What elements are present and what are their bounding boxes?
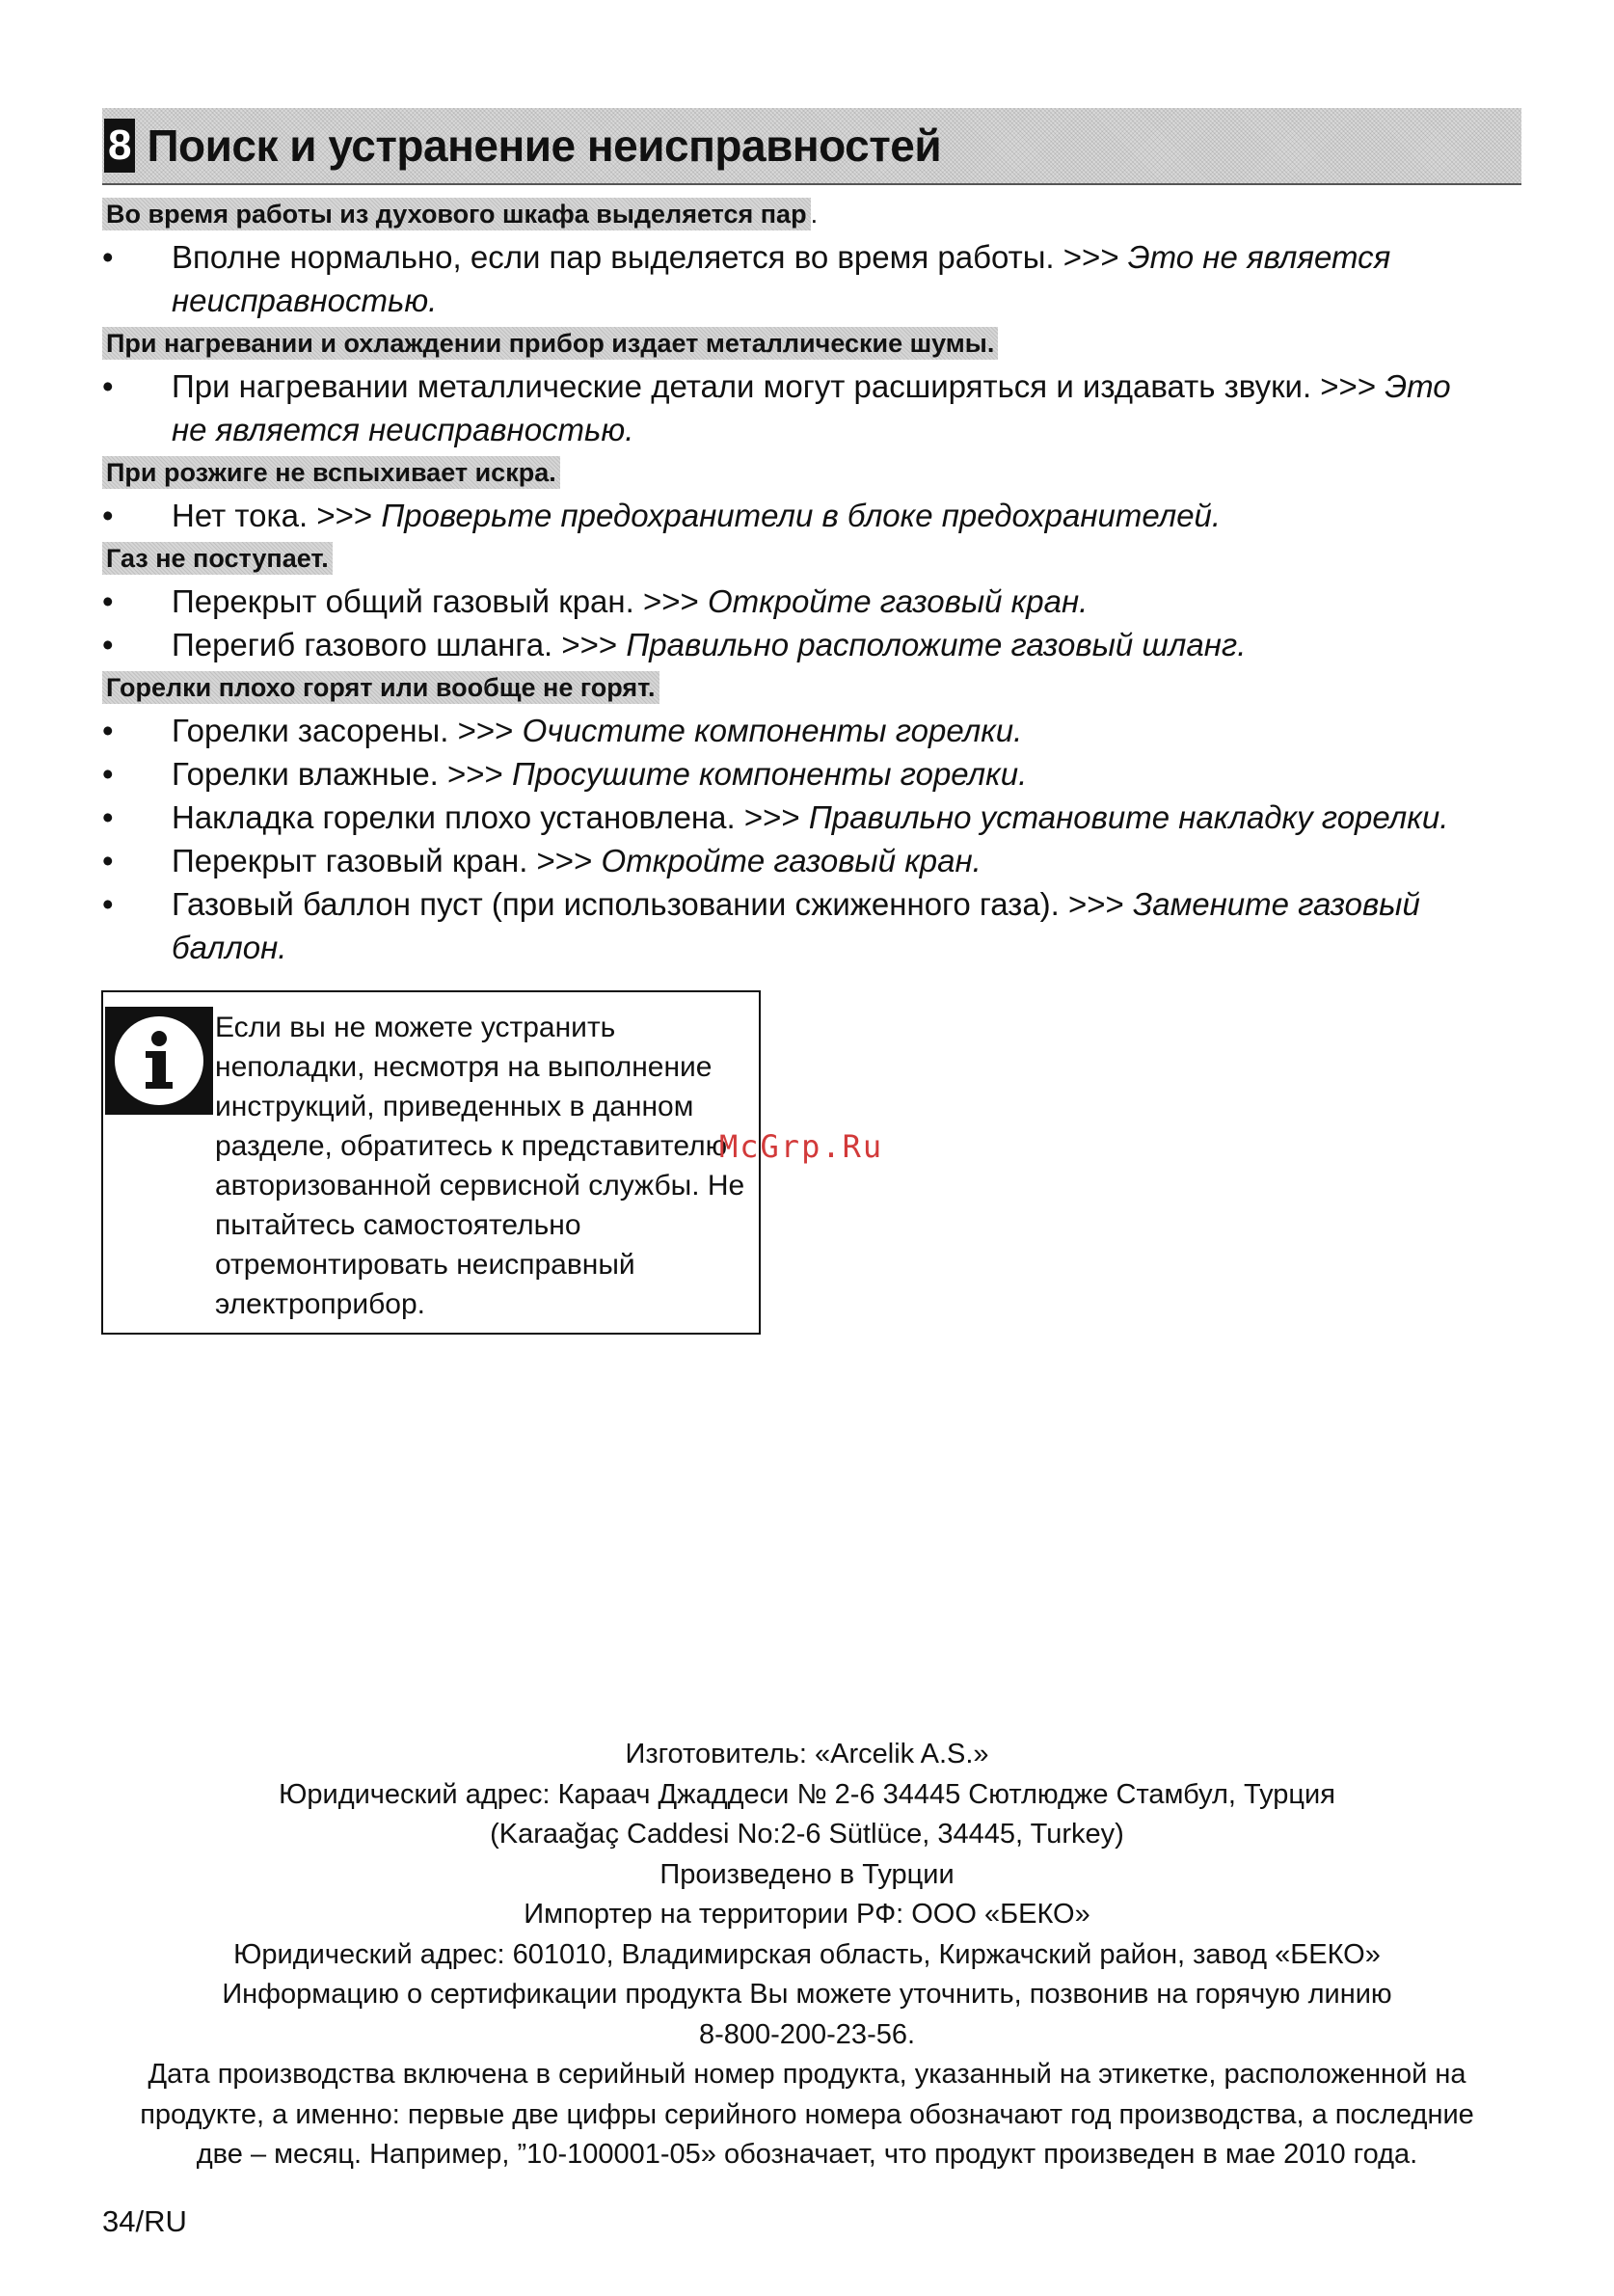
cause-text: Накладка горелки плохо установлена. >>>	[172, 799, 809, 835]
bullet-mark: •	[102, 239, 114, 275]
remedy-text: Это не является	[1127, 239, 1391, 275]
cause-text: Газовый баллон пуст (при использовании сжиженного газа). >>>	[172, 886, 1133, 922]
info-note-text	[215, 1008, 755, 1324]
remedy-text-continued: не является неисправностью.	[172, 412, 634, 447]
footer-line: Изготовитель: «Arcelik A.S.»	[625, 1739, 989, 1769]
list-item	[102, 494, 1500, 537]
footer-line: Информацию о сертификации продукта Вы можете уточнить, позвонив на горячую линию	[222, 1979, 1392, 2010]
remedy-text: Правильно установите накладку горелки.	[808, 799, 1449, 835]
footer-line: (Karaağaç Caddesi No:2-6 Sütlüce, 34445, Turkey)	[490, 1819, 1124, 1850]
cause-text: Горелки засорены. >>>	[172, 713, 523, 748]
info-note-line: электроприбор.	[215, 1288, 425, 1320]
footer-line: Дата производства включена в серийный номер продукта, указанный на этикетке, расположенной на	[148, 2059, 1466, 2090]
remedy-text: Откройте газовый кран.	[707, 583, 1089, 619]
info-note-line: Если вы не можете устранить	[215, 1012, 616, 1043]
remedy-text: Просушите компоненты горелки.	[512, 756, 1028, 792]
remedy-text: Это	[1385, 368, 1451, 404]
cause-text: Нет тока. >>>	[172, 498, 382, 533]
remedy-text-continued: неисправностью.	[172, 283, 438, 318]
problem-heading-text: Горелки плохо горят или вообще не горят.	[102, 671, 659, 704]
section-title: Поиск и устранение неисправностей	[147, 121, 942, 171]
bullet-mark: •	[102, 583, 114, 619]
list-item	[102, 882, 1500, 969]
bullet-mark: •	[102, 713, 114, 748]
list-item	[102, 709, 1500, 752]
remedy-text: Замените газовый	[1132, 886, 1420, 922]
watermark: McGrp.Ru	[719, 1128, 884, 1165]
remedy-text: Откройте газовый кран.	[601, 843, 982, 878]
bullet-mark: •	[102, 368, 114, 404]
bullet-mark: •	[102, 799, 114, 835]
problem-heading	[102, 537, 1500, 580]
info-note-line: пытайтесь самостоятельно	[215, 1209, 581, 1241]
info-note-line: неполадки, несмотря на выполнение	[215, 1051, 713, 1083]
cause-text: Перекрыт газовый кран. >>>	[172, 843, 602, 878]
problem-heading	[102, 451, 1500, 494]
footer-line: две – месяц. Например, ”10-100001-05» обозначает, что продукт произведен в мае 2010 года.	[196, 2139, 1418, 2170]
footer-line: Произведено в Турции	[659, 1858, 955, 1890]
cause-text: Перекрыт общий газовый кран. >>>	[172, 583, 708, 619]
section-number: 8	[104, 119, 135, 173]
info-note-line: отремонтировать неисправный	[215, 1249, 635, 1281]
section-header	[102, 108, 1521, 185]
info-note-line: разделе, обратитесь к представителю	[215, 1130, 728, 1162]
troubleshooting-list	[102, 193, 1500, 969]
bullet-mark: •	[102, 886, 114, 922]
info-note-box	[101, 990, 761, 1335]
remedy-text: Очистите компоненты горелки.	[522, 713, 1023, 748]
list-item	[102, 839, 1500, 882]
bullet-mark: •	[102, 627, 114, 662]
page-number: 34/RU	[102, 2204, 187, 2238]
footer-line: Юридический адрес: Карaач Джаддеси № 2-6 34445 Сютлюдже Стамбул, Турция	[279, 1778, 1335, 1810]
cause-text: Горелки влажные. >>>	[172, 756, 512, 792]
list-item	[102, 796, 1500, 839]
list-item	[102, 235, 1500, 322]
problem-heading-text: При нагревании и охлаждении прибор издает металлические шумы.	[102, 327, 998, 360]
bullet-mark: •	[102, 843, 114, 878]
bullet-mark: •	[102, 498, 114, 533]
footer-line: продукте, а именно: первые две цифры серийного номера обозначают год производства, а последние	[140, 2098, 1474, 2130]
problem-heading-text: Газ не поступает.	[102, 542, 333, 575]
info-note-line: авторизованной сервисной службы. Не	[215, 1170, 745, 1202]
list-item	[102, 580, 1500, 623]
footer-line: Юридический адрес: 601010, Владимирская область, Киржачский район, завод «БЕКО»	[233, 1938, 1381, 1970]
problem-heading	[102, 193, 1500, 235]
info-note-line: инструкций, приведенных в данном	[215, 1091, 694, 1122]
cause-text: Вполне нормально, если пар выделяется во время работы. >>>	[172, 239, 1128, 275]
footer-line: Импортер на территории РФ: ООО «БЕКО»	[524, 1899, 1090, 1930]
cause-text: Перегиб газового шланга. >>>	[172, 627, 627, 662]
manufacturer-info	[58, 1735, 1556, 2175]
problem-heading	[102, 666, 1500, 709]
remedy-text: Правильно расположите газовый шланг.	[626, 627, 1247, 662]
problem-heading	[102, 322, 1500, 365]
remedy-text-continued: баллон.	[172, 930, 287, 965]
info-icon	[105, 1007, 213, 1115]
footer-line: 8-800-200-23-56.	[698, 2018, 916, 2050]
list-item	[102, 752, 1500, 796]
problem-heading-text: Во время работы из духового шкафа выделяется пар	[102, 198, 811, 230]
problem-heading-text: При розжиге не вспыхивает искра.	[102, 456, 560, 489]
bullet-mark: •	[102, 756, 114, 792]
cause-text: При нагревании металлические детали могут расширяться и издавать звуки. >>>	[172, 368, 1385, 404]
problem-heading-suffix: .	[810, 200, 819, 229]
list-item	[102, 365, 1500, 451]
remedy-text: Проверьте предохранители в блоке предохранителей.	[381, 498, 1222, 533]
list-item	[102, 623, 1500, 666]
